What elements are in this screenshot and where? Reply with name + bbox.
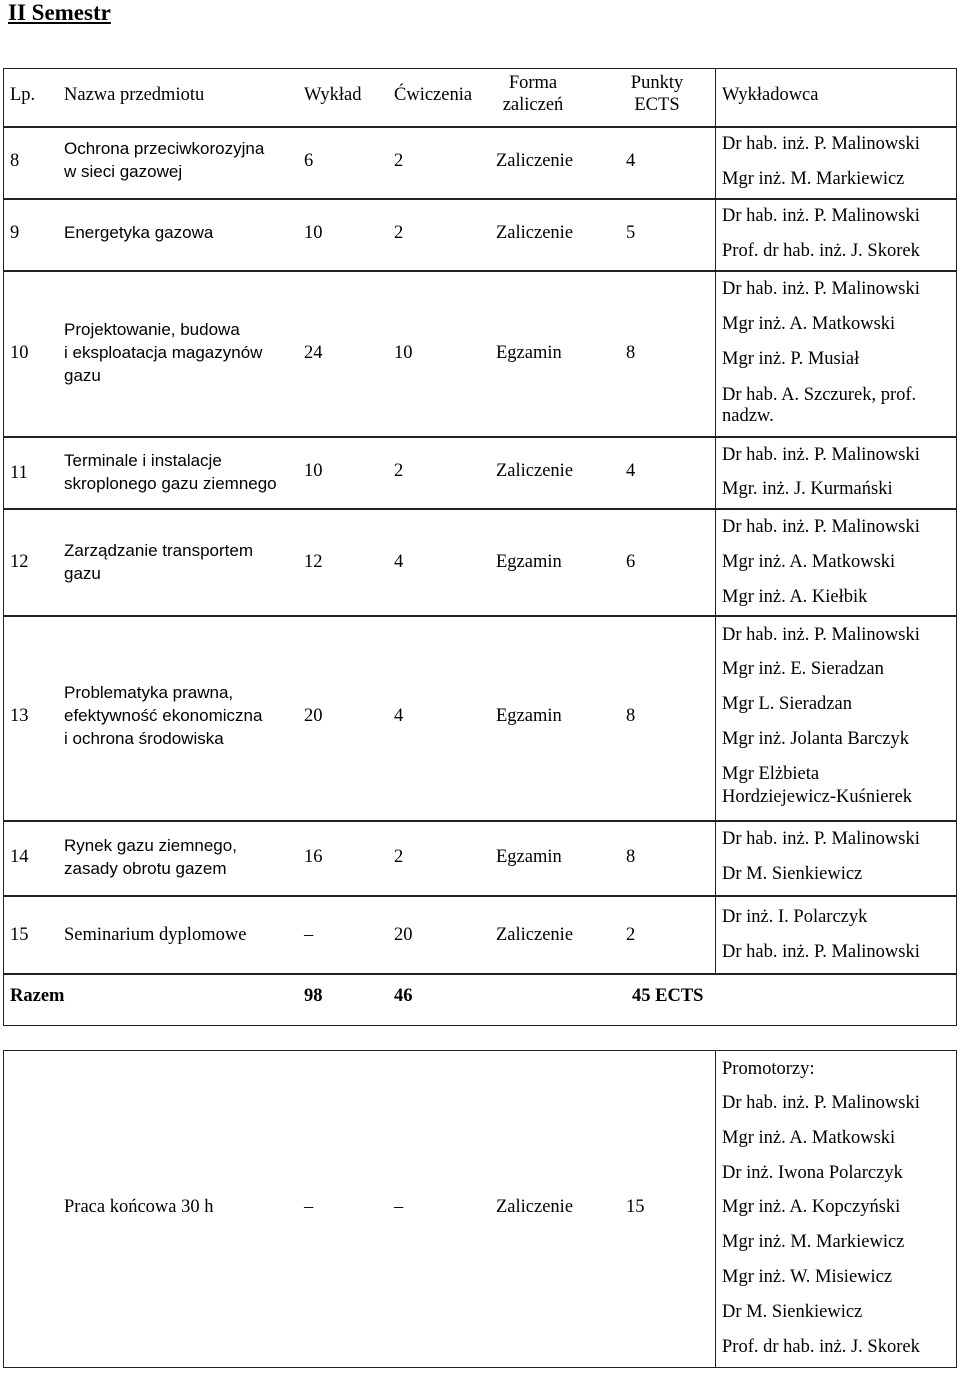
- row-exercises: 2: [394, 151, 404, 171]
- row-exercises: 20: [394, 925, 413, 945]
- header-name: Nazwa przedmiotu: [64, 85, 205, 105]
- thesis-lecturer: Mgr inż. A. Matkowski: [722, 1128, 896, 1148]
- header-lecturer: Wykładowca: [722, 85, 819, 105]
- row-form: Egzamin: [496, 552, 562, 572]
- row-lecturer: Dr hab. inż. P. Malinowski: [722, 829, 920, 849]
- row-exercises: 4: [394, 706, 404, 726]
- row-lp: 12: [10, 552, 29, 572]
- row-form: Zaliczenie: [496, 461, 574, 481]
- row-lecture: 12: [304, 552, 323, 572]
- row-form: Egzamin: [496, 343, 562, 363]
- row-form: Egzamin: [496, 847, 562, 867]
- row-lecturer: Mgr. inż. J. Kurmański: [722, 479, 893, 499]
- thesis-lecturer: Mgr inż. A. Kopczyński: [722, 1197, 901, 1217]
- thesis-lecturer: Prof. dr hab. inż. J. Skorek: [722, 1337, 920, 1357]
- header-lecture: Wykład: [304, 85, 362, 105]
- row-lecturer: Mgr inż. A. Matkowski: [722, 314, 896, 334]
- row-lecturer: Dr hab. inż. P. Malinowski: [722, 942, 920, 962]
- row-lp: 10: [10, 343, 29, 363]
- thesis-lecturer: Dr M. Sienkiewicz: [722, 1302, 863, 1322]
- row-divider: [3, 198, 957, 200]
- page-title: II Semestr: [8, 0, 111, 25]
- row-lecturer: Prof. dr hab. inż. J. Skorek: [722, 241, 920, 261]
- row-ects: 5: [626, 223, 636, 243]
- row-lecturer: Dr inż. I. Polarczyk: [722, 907, 868, 927]
- row-ects: 4: [626, 461, 636, 481]
- row-divider: [3, 436, 957, 438]
- thesis-lecturer: Dr hab. inż. P. Malinowski: [722, 1093, 920, 1113]
- row-lp: 13: [10, 706, 29, 726]
- thesis-lecturer: Mgr inż. W. Misiewicz: [722, 1267, 893, 1287]
- row-lecturer: Mgr inż. P. Musiał: [722, 349, 860, 369]
- row-form: Zaliczenie: [496, 151, 574, 171]
- row-ects: 8: [626, 847, 636, 867]
- row-lp: 9: [10, 223, 20, 243]
- row-ects: 8: [626, 706, 636, 726]
- row-lp: 8: [10, 151, 20, 171]
- row-divider: [3, 508, 957, 510]
- row-lecturer: Dr hab. inż. P. Malinowski: [722, 279, 920, 299]
- row-divider: [3, 270, 957, 272]
- row-lecturer: Mgr inż. Jolanta Barczyk: [722, 729, 909, 749]
- total-lecture: 98: [304, 986, 323, 1006]
- row-lecture: 10: [304, 223, 323, 243]
- row-lecture: 16: [304, 847, 323, 867]
- row-lecturer: Mgr inż. M. Markiewicz: [722, 169, 905, 189]
- row-exercises: 2: [394, 223, 404, 243]
- row-exercises: 2: [394, 847, 404, 867]
- thesis-lecturer: Mgr inż. M. Markiewicz: [722, 1232, 905, 1252]
- header-ects: Punkty ECTS: [630, 73, 684, 115]
- row-lecture: –: [304, 925, 314, 945]
- row-name: Problematyka prawna, efektywność ekonomiczna i ochrona środowiska: [64, 683, 263, 748]
- row-lecturer: Mgr inż. A. Kiełbik: [722, 587, 868, 607]
- row-lp: 15: [10, 925, 29, 945]
- total-label: Razem: [10, 986, 65, 1006]
- row-lecture: 24: [304, 343, 323, 363]
- row-divider: [3, 615, 957, 617]
- row-name: Zarządzanie transportem gazu: [64, 541, 253, 583]
- row-form: Zaliczenie: [496, 925, 574, 945]
- row-name: Projektowanie, budowa i eksploatacja magazynów gazu: [64, 320, 263, 385]
- total-row-box: [3, 973, 957, 1026]
- row-divider: [3, 820, 957, 822]
- row-form: Egzamin: [496, 706, 562, 726]
- row-lecturer: Dr hab. inż. P. Malinowski: [722, 134, 920, 154]
- row-name: Energetyka gazowa: [64, 223, 214, 242]
- row-ects: 6: [626, 552, 636, 572]
- header-exercises: Ćwiczenia: [394, 85, 473, 105]
- row-ects: 4: [626, 151, 636, 171]
- row-lecture: 6: [304, 151, 314, 171]
- thesis-column-divider: [715, 1050, 716, 1368]
- row-ects: 2: [626, 925, 636, 945]
- row-lecturer: Dr hab. A. Szczurek, prof.: [722, 385, 917, 405]
- row-lecturer: Dr hab. inż. P. Malinowski: [722, 445, 920, 465]
- row-lecturer: Mgr L. Sieradzan: [722, 694, 852, 714]
- row-exercises: 2: [394, 461, 404, 481]
- row-exercises: 4: [394, 552, 404, 572]
- total-ects: 45 ECTS: [632, 986, 704, 1006]
- row-name: Seminarium dyplomowe: [64, 925, 247, 945]
- row-lecturer: nadzw.: [722, 406, 774, 426]
- header-lp: Lp.: [10, 85, 36, 105]
- row-lecturer: Dr hab. inż. P. Malinowski: [722, 517, 920, 537]
- row-lecturer: Hordziejewicz-Kuśnierek: [722, 787, 913, 807]
- thesis-lecture: –: [304, 1197, 314, 1217]
- row-name: Terminale i instalacje skroplonego gazu ziemnego: [64, 451, 277, 493]
- row-exercises: 10: [394, 343, 413, 363]
- row-lecture: 20: [304, 706, 323, 726]
- row-lecturer: Mgr inż. E. Sieradzan: [722, 659, 884, 679]
- row-lecturer: Dr hab. inż. P. Malinowski: [722, 206, 920, 226]
- row-lecturer: Mgr inż. A. Matkowski: [722, 552, 896, 572]
- row-ects: 8: [626, 343, 636, 363]
- thesis-lecturer: Dr inż. Iwona Polarczyk: [722, 1163, 903, 1183]
- thesis-name: Praca końcowa 30 h: [64, 1197, 214, 1217]
- row-lecturer: Dr M. Sienkiewicz: [722, 864, 863, 884]
- row-lp: 11: [10, 463, 28, 483]
- thesis-exercises: –: [394, 1197, 404, 1217]
- row-divider: [3, 895, 957, 897]
- thesis-lecturer: Promotorzy:: [722, 1059, 815, 1079]
- row-name: Rynek gazu ziemnego, zasady obrotu gazem: [64, 836, 237, 878]
- row-name: Ochrona przeciwkorozyjna w sieci gazowej: [64, 139, 265, 181]
- row-form: Zaliczenie: [496, 223, 574, 243]
- total-exercises: 46: [394, 986, 413, 1006]
- lecturer-column-divider: [715, 68, 716, 974]
- thesis-form: Zaliczenie: [496, 1197, 574, 1217]
- thesis-ects: 15: [626, 1197, 645, 1217]
- row-lecture: 10: [304, 461, 323, 481]
- row-lecturer: Mgr Elżbieta: [722, 764, 820, 784]
- row-divider: [3, 126, 957, 128]
- row-lecturer: Dr hab. inż. P. Malinowski: [722, 625, 920, 645]
- header-form: Forma zaliczeń: [502, 73, 564, 115]
- row-lp: 14: [10, 847, 29, 867]
